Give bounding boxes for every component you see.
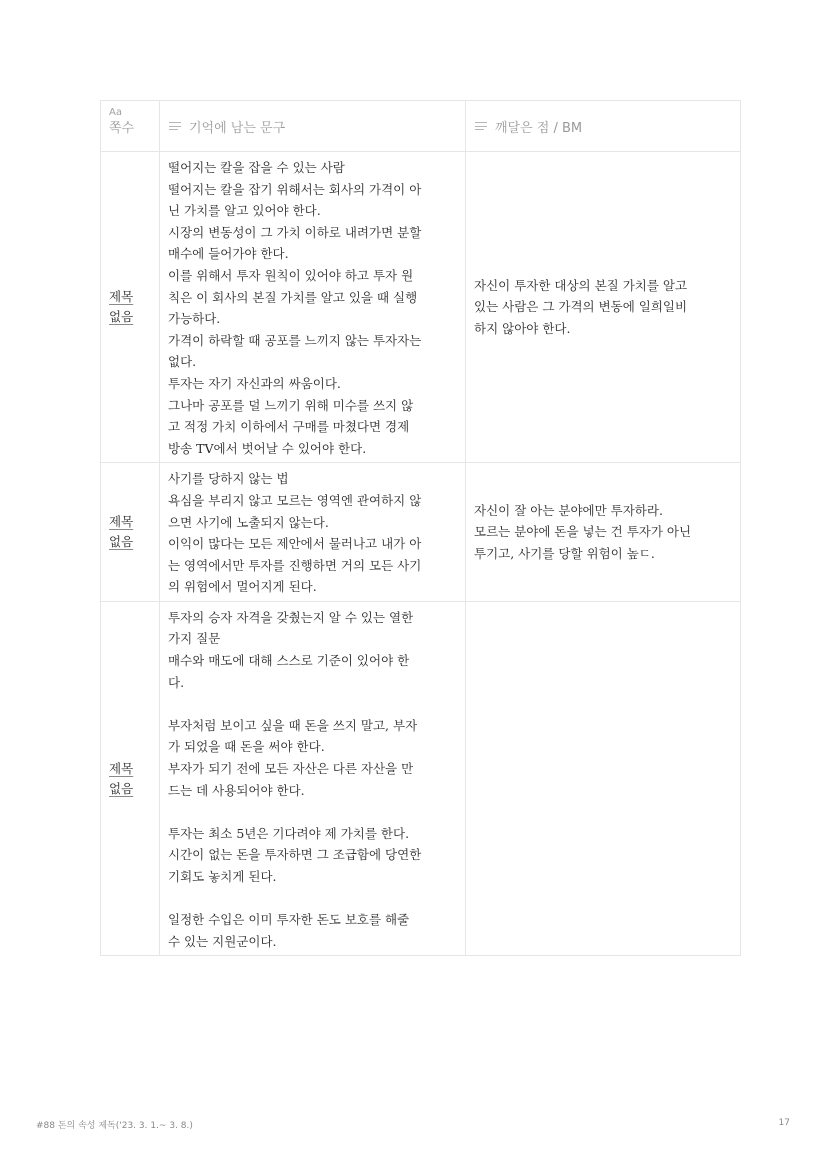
quote-text-line: 가지 질문 xyxy=(168,631,221,647)
quote-text-line: 이익이 많다는 모든 제안에서 물러나고 내가 아 xyxy=(168,536,422,552)
quote-text-line: 일정한 수입은 이미 투자한 돈도 보호를 해줄 xyxy=(168,912,410,928)
quote-text-line xyxy=(168,888,459,910)
table-header-row xyxy=(101,101,741,152)
text-type-icon: Aa xyxy=(109,107,122,118)
title-cell xyxy=(101,601,160,956)
quote-text-line: 기회도 놓치게 된다. xyxy=(168,869,277,884)
quote-text-line: 시장의 변동성이 그 가치 이하로 내려가면 분할 xyxy=(168,224,422,240)
quote-text-line: 떨어지는 칼을 잡기 위해서는 회사의 가격이 아 xyxy=(168,181,422,197)
table-body xyxy=(101,152,741,956)
header-quote[interactable] xyxy=(160,101,466,152)
quote-text-line: 는 영역에서만 투자를 진행하면 거의 모든 사기 xyxy=(168,557,422,573)
quote-text-line: 의 위험에서 멀어지게 된다. xyxy=(168,579,317,595)
quote-text-line: 가능하다. xyxy=(168,311,221,327)
quote-text-line: 부자처럼 보이고 싶을 때 돈을 쓰지 말고, 부자 xyxy=(168,717,418,733)
note-text-line: 투기고, 사기를 당할 위험이 높ㄷ. xyxy=(474,545,655,561)
note-cell[interactable] xyxy=(466,601,741,956)
text-lines-icon xyxy=(169,121,181,131)
quote-text-line: 수 있는 지원군이다. xyxy=(168,933,277,949)
page-title-link[interactable]: 없음 xyxy=(109,780,134,796)
quote-text-line: 없다. xyxy=(168,354,197,370)
note-cell[interactable] xyxy=(466,152,741,463)
quote-text-line: 고 적정 가치 이하에서 구매를 마쳤다면 경제 xyxy=(168,419,410,435)
quote-text-line: 시간이 없는 돈을 투자하면 그 조급함에 당연한 xyxy=(168,847,422,863)
notes-table xyxy=(100,100,741,956)
page-number: 17 xyxy=(778,1118,790,1128)
note-text-line: 있는 사람은 그 가격의 변동에 일희일비 xyxy=(474,299,688,315)
quote-text-line: 매수에 들어가야 한다. xyxy=(168,246,289,262)
footer-document-title: #88 돈의 속성 제독('23. 3. 1.~ 3. 8.) xyxy=(36,1121,193,1131)
quote-text-line: 부자가 되기 전에 모든 자산은 다른 자산을 만 xyxy=(168,761,414,777)
quote-text-line: 투자는 자기 자신과의 싸움이다. xyxy=(168,375,341,391)
title-cell xyxy=(101,463,160,602)
note-cell[interactable] xyxy=(466,463,741,602)
quote-cell[interactable] xyxy=(160,152,466,463)
quote-text-line: 매수와 매도에 대해 스스로 기준이 있어야 한 xyxy=(168,653,410,669)
header-title[interactable] xyxy=(101,101,160,152)
quote-cell[interactable] xyxy=(160,463,466,602)
note-text-line: 자신이 잘 아는 분야에만 투자하라. xyxy=(474,502,663,518)
quote-text-line: 닌 가치를 알고 있어야 한다. xyxy=(168,203,321,219)
header-note-label: 깨달은 점 / BM xyxy=(495,120,583,136)
quote-text-line: 욕심을 부리지 않고 모르는 영역엔 관여하지 않 xyxy=(168,492,422,508)
title-cell xyxy=(101,152,160,463)
page-title-link[interactable]: 없음 xyxy=(109,534,134,550)
quote-text-line: 다. xyxy=(168,674,185,690)
quote-text-line: 투자는 최소 5년은 기다려야 제 가치를 한다. xyxy=(168,825,410,841)
page-title-link[interactable]: 제목 xyxy=(109,514,134,530)
header-quote-label: 기억에 남는 문구 xyxy=(189,120,286,136)
quote-text-line: 드는 데 사용되어야 한다. xyxy=(168,782,305,798)
quote-text-line: 그나마 공포를 덜 느끼기 위해 미수를 쓰지 않 xyxy=(168,397,414,413)
page-title-link[interactable]: 제목 xyxy=(109,289,134,305)
quote-text-line: 가 되었을 때 돈을 써야 한다. xyxy=(168,739,325,755)
quote-text-line xyxy=(168,801,459,823)
quote-text-line: 방송 TV에서 벗어날 수 있어야 한다. xyxy=(168,440,367,456)
quote-text-line: 투자의 승자 자격을 갖췄는지 알 수 있는 열한 xyxy=(168,609,414,625)
quote-text-line: 으면 사기에 노출되지 않는다. xyxy=(168,514,329,530)
page-title-link[interactable]: 없음 xyxy=(109,309,134,325)
note-text-line: 모르는 분야에 돈을 넣는 건 투자가 아닌 xyxy=(474,524,692,540)
quote-text-line: 가격이 하락할 때 공포를 느끼지 않는 투자자는 xyxy=(168,332,422,348)
notes-table-wrapper xyxy=(100,100,727,956)
header-title-label: 쪽수 xyxy=(109,121,135,136)
quote-text-line: 사기를 당하지 않는 법 xyxy=(168,471,289,487)
quote-cell[interactable] xyxy=(160,601,466,956)
quote-text-line: 칙은 이 회사의 본질 가치를 알고 있을 때 실행 xyxy=(168,289,418,305)
table-row xyxy=(101,152,741,463)
quote-text-line: 이를 위해서 투자 원칙이 있어야 하고 투자 원 xyxy=(168,267,414,283)
page-title-link[interactable]: 제목 xyxy=(109,760,134,776)
header-note[interactable] xyxy=(466,101,741,152)
table-row xyxy=(101,601,741,956)
quote-text-line: 떨어지는 칼을 잡을 수 있는 사람 xyxy=(168,160,345,175)
table-row xyxy=(101,463,741,602)
quote-text-line xyxy=(168,693,459,715)
note-text-line: 자신이 투자한 대상의 본질 가치를 알고 xyxy=(474,277,688,293)
text-lines-icon xyxy=(475,121,487,131)
note-text-line: 하지 않아야 한다. xyxy=(474,320,571,336)
